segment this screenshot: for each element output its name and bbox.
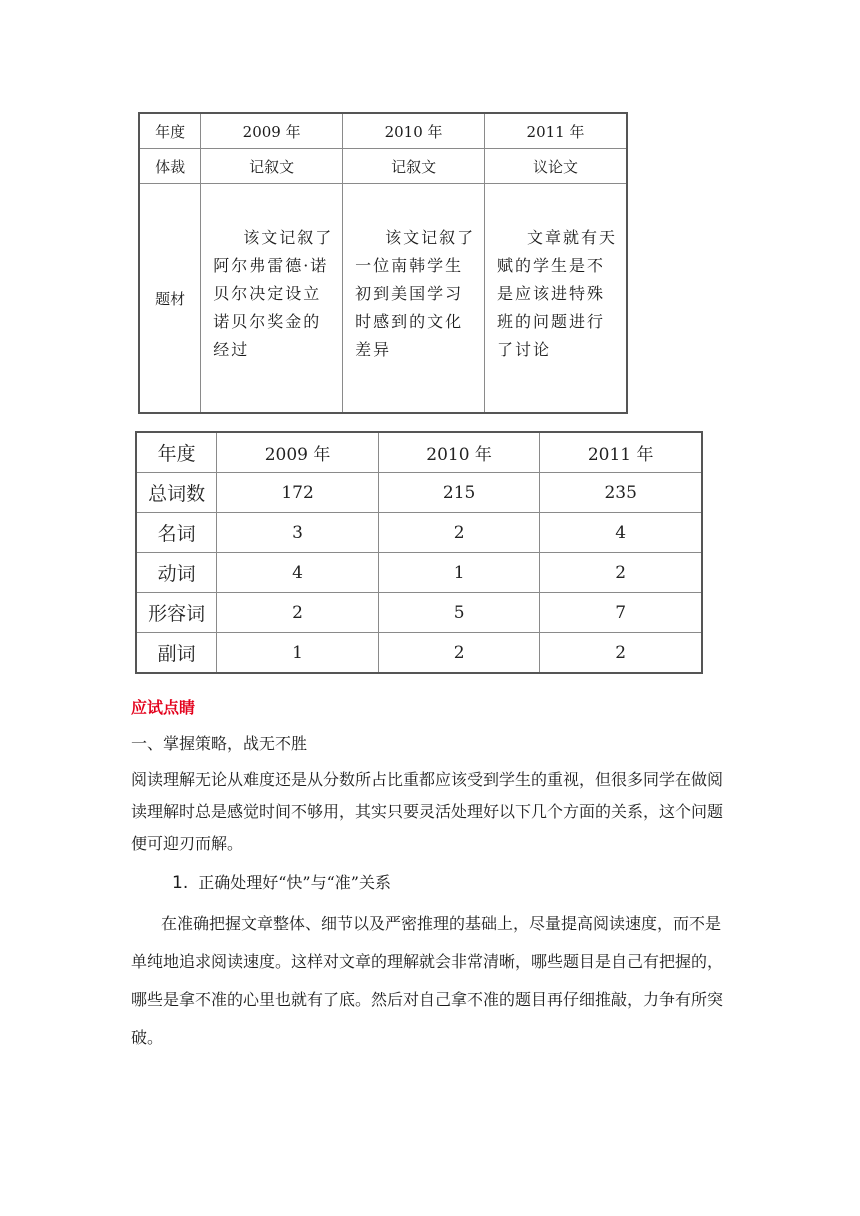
table-row [136, 473, 702, 513]
table-cell: 235 [540, 473, 702, 513]
row-label: 动词 [136, 553, 217, 593]
table-cell: 2 [540, 553, 702, 593]
table-cell: 2 [378, 633, 540, 674]
cell-genre-2011: 议论文 [485, 149, 627, 184]
heading-text: 正确处理好“快”与“准”关系 [198, 873, 391, 892]
table-row [136, 633, 702, 674]
header-year: 年度 [136, 432, 217, 473]
row-label: 名词 [136, 513, 217, 553]
paragraph-intro: 阅读理解无论从难度还是从分数所占比重都应该受到学生的重视，但很多同学在做阅读理解时总是感觉时间不够用，其实只要灵活处理好以下几个方面的关系，这个问题便可迎刃而解。 [131, 770, 724, 853]
word-count-table [135, 431, 703, 674]
cell-topic-2010 [343, 184, 485, 414]
cell-2011: 2011 年 [485, 113, 627, 149]
table-cell: 1 [217, 633, 379, 674]
heading-speed-accuracy [172, 870, 772, 893]
row-label: 总词数 [136, 473, 217, 513]
cell-topic-label: 题材 [139, 184, 201, 414]
paragraph-text: 在准确把握文章整体、细节以及严密推理的基础上，尽量提高阅读速度，而不是单纯地追求阅读速度。这样对文章的理解就会非常清晰，哪些题目是自己有把握的，哪些是拿不准的心里也就有了底。然后对自己拿不准的题目再仔细推敲，力争有所突破。 [131, 914, 724, 1047]
header-2009: 2009 年 [217, 432, 379, 473]
section-title: 应试点睛 [131, 698, 196, 717]
topic-2009-text: 该文记叙了阿尔弗雷德·诺贝尔决定设立诺贝尔奖金的经过 [213, 228, 334, 359]
table-cell: 7 [540, 593, 702, 633]
cell-genre-2009: 记叙文 [201, 149, 343, 184]
cell-2010: 2010 年 [343, 113, 485, 149]
table-cell: 172 [217, 473, 379, 513]
heading-strategy: 一、掌握策略，战无不胜 [131, 734, 308, 753]
cell-2009: 2009 年 [201, 113, 343, 149]
row-label: 形容词 [136, 593, 217, 633]
table-row [136, 593, 702, 633]
cell-genre-2010: 记叙文 [343, 149, 485, 184]
table-cell: 4 [540, 513, 702, 553]
paragraph-speed-accuracy [131, 905, 727, 1057]
cell-year-label: 年度 [139, 113, 201, 149]
cell-topic-2011 [485, 184, 627, 414]
table-cell: 2 [378, 513, 540, 553]
table-cell: 2 [217, 593, 379, 633]
cell-topic-2009 [201, 184, 343, 414]
row-label: 副词 [136, 633, 217, 674]
table-row [136, 513, 702, 553]
table-cell: 2 [540, 633, 702, 674]
table-row [136, 432, 702, 473]
genre-table [138, 112, 628, 414]
table-cell: 4 [217, 553, 379, 593]
heading-number: 1. [172, 873, 189, 893]
table-cell: 215 [378, 473, 540, 513]
table-row [136, 553, 702, 593]
header-2011: 2011 年 [540, 432, 702, 473]
table-cell: 5 [378, 593, 540, 633]
table-cell: 3 [217, 513, 379, 553]
topic-2010-text: 该文记叙了一位南韩学生初到美国学习时感到的文化差异 [355, 228, 476, 359]
header-2010: 2010 年 [378, 432, 540, 473]
topic-2011-text: 文章就有天赋的学生是不是应该进特殊班的问题进行了讨论 [497, 228, 618, 359]
cell-genre-label: 体裁 [139, 149, 201, 184]
table-cell: 1 [378, 553, 540, 593]
